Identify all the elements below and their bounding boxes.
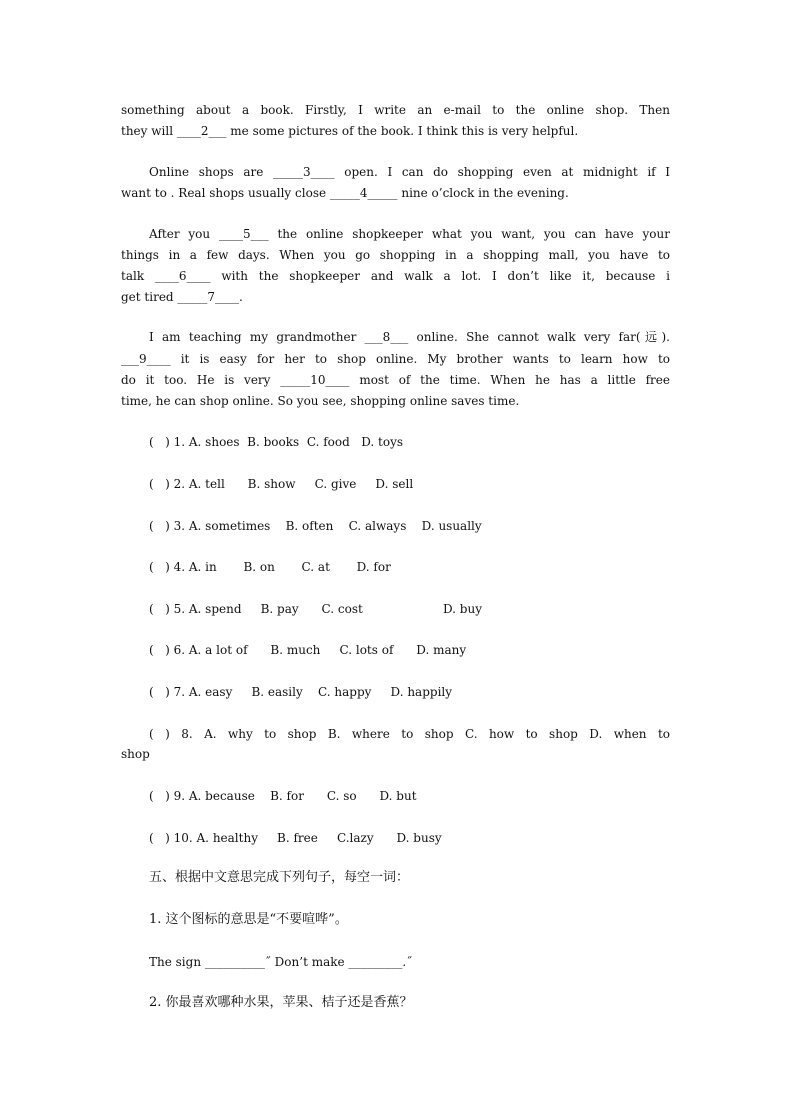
option-row-wrap: shop bbox=[121, 747, 150, 761]
passage-line: things in a few days. When you go shopping in a shopping mall, you have to bbox=[121, 248, 670, 262]
passage-line: time, he can shop online. So you see, shopping online saves time. bbox=[121, 394, 520, 408]
passage-line: do it too. He is very _____10____ most of the time. When he has a little free bbox=[121, 373, 670, 387]
option-row: ( ) 4. A. in B. on C. at D. for bbox=[149, 560, 391, 574]
option-row: ( ) 2. A. tell B. show C. give D. sell bbox=[149, 477, 414, 491]
passage-line: they will ____2___ me some pictures of the book. I think this is very helpful. bbox=[121, 124, 579, 138]
passage-line: something about a book. Firstly, I write an e-mail to the online shop. Then bbox=[121, 103, 670, 117]
question-cn: 2. 你最喜欢哪种水果，苹果、桔子还是香蕉？ bbox=[149, 995, 413, 1010]
passage-line: ___9____ it is easy for her to shop online. My brother wants to learn how to bbox=[121, 352, 670, 366]
option-row: ( ) 6. A. a lot of B. much C. lots of D. many bbox=[149, 643, 467, 657]
passage-line: Online shops are _____3____ open. I can do shopping even at midnight if I bbox=[149, 165, 670, 179]
option-row: ( ) 9. A. because B. for C. so D. but bbox=[149, 789, 417, 803]
question-cn: 1. 这个图标的意思是“不要喧哗”。 bbox=[149, 912, 348, 927]
option-row: ( ) 5. A. spend B. pay C. cost D. buy bbox=[149, 602, 482, 616]
option-row: ( ) 8. A. why to shop B. where to shop C. how to shop D. when to bbox=[149, 727, 670, 741]
passage-line: get tired _____7____. bbox=[121, 290, 243, 304]
option-row: ( ) 7. A. easy B. easily C. happy D. happily bbox=[149, 685, 453, 699]
question-en: The sign __________˝ Don’t make _________.˝ bbox=[149, 955, 413, 969]
passage-line: talk ____6____ with the shopkeeper and walk a lot. I don’t like it, because i bbox=[121, 269, 670, 283]
option-row: ( ) 1. A. shoes B. books C. food D. toys bbox=[149, 435, 404, 449]
option-row: ( ) 3. A. sometimes B. often C. always D. usually bbox=[149, 519, 482, 533]
section-heading: 五、根据中文意思完成下列句子，每空一词： bbox=[149, 870, 410, 885]
passage-line: I am teaching my grandmother ___8___ online. She cannot walk very far(远). bbox=[149, 330, 670, 344]
passage-line: After you ____5___ the online shopkeeper what you want, you can have your bbox=[149, 227, 670, 241]
option-row: ( ) 10. A. healthy B. free C.lazy D. busy bbox=[149, 831, 442, 845]
passage-line: want to . Real shops usually close _____4_____ nine o’clock in the evening. bbox=[121, 186, 569, 200]
